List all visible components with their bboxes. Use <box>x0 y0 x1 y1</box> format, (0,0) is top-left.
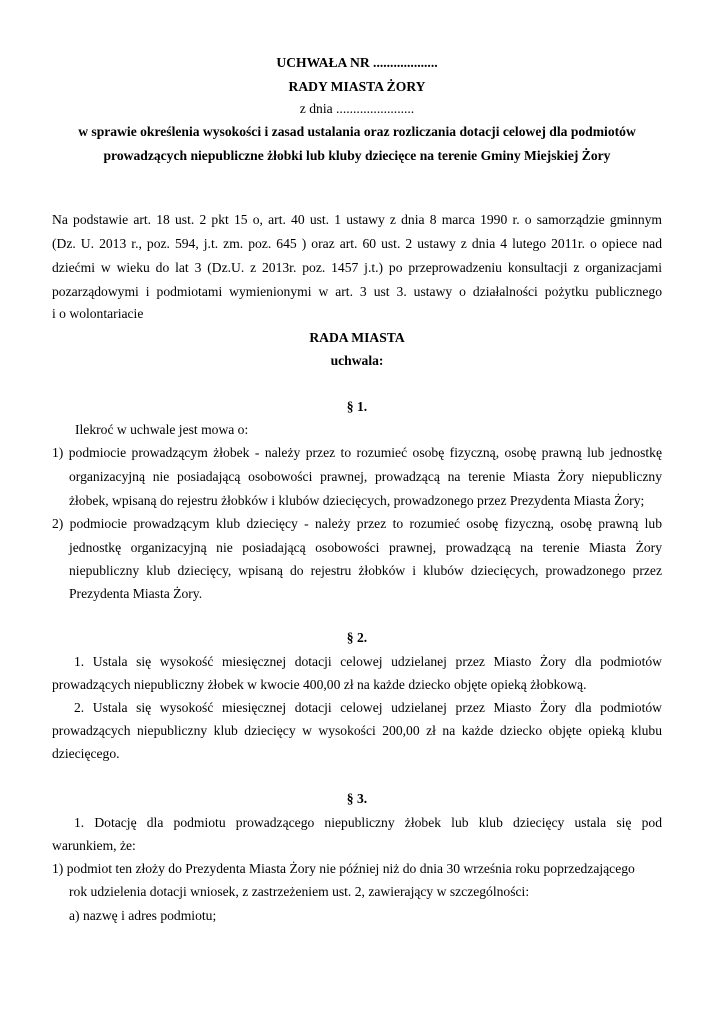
section-2-p2-line: prowadzących niepubliczny klub dziecięcy w wysokości 200,00 zł na każde dziecko objęte opieką klubu <box>52 723 662 738</box>
section-1-item-2-line: Prezydenta Miasta Żory. <box>69 586 203 601</box>
section-3-item-1-line: 1) podmiot ten złoży do Prezydenta Miasta Żory nie później niż do dnia 30 września roku poprzedzającego <box>52 861 635 876</box>
resolves-subheading: uchwala: <box>330 353 384 368</box>
preamble-line: pozarządowymi i podmiotami wymienionymi w art. 3 ust 3. ustawy o działalności pożytku publicznego <box>52 284 662 299</box>
resolves-heading: RADA MIASTA <box>309 330 405 345</box>
section-1-item-1-line: żłobek, wpisaną do rejestru żłobków i klubów dziecięcych, prowadzonego przez Prezydenta Miasta Żory; <box>69 493 645 508</box>
section-1-item-2-line: jednostkę organizacyjną nie posiadającą osobowości prawnej, prowadzącą na terenie Miasta Żory <box>69 540 662 555</box>
section-2-heading: § 2. <box>346 630 368 645</box>
section-2-p2-line: 2. Ustala się wysokość miesięcznej dotacji celowej udzielanej przez Miasto Żory dla podmiotów <box>74 700 662 715</box>
subject-line-2: prowadzących niepubliczne żłobki lub kluby dziecięce na terenie Gminy Miejskiej Żory <box>103 148 611 163</box>
preamble-line: i o wolontariacie <box>52 306 144 321</box>
section-3-p1-line: 1. Dotację dla podmiotu prowadzącego niepubliczny żłobek lub klub dziecięcy ustala się pod <box>74 815 662 830</box>
council-name: RADY MIASTA ŻORY <box>288 79 426 94</box>
preamble-line: (Dz. U. 2013 r., poz. 594, j.t. zm. poz. 645 ) oraz art. 60 ust. 2 ustawy z dnia 4 lutego 2011r. o opiece nad <box>52 236 662 251</box>
section-2-p1-line: prowadzących niepubliczny żłobek w kwocie 400,00 zł na każde dziecko objęte opieką żłobkową. <box>52 677 587 692</box>
section-1-item-1-line: organizacyjną nie posiadającą osobowości prawnej, prowadzącą na terenie Miasta Żory niepubliczny <box>69 469 662 484</box>
section-1-intro: Ilekroć w uchwale jest mowa o: <box>75 422 249 437</box>
section-1-heading: § 1. <box>346 399 368 414</box>
subject-line-1: w sprawie określenia wysokości i zasad ustalania oraz rozliczania dotacji celowej dla podmiotów <box>78 124 636 139</box>
section-3-item-1-line: rok udzielenia dotacji wniosek, z zastrzeżeniem ust. 2, zawierający w szczególności: <box>69 884 530 899</box>
section-2-p2-line: dziecięcego. <box>52 746 120 761</box>
preamble-line: Na podstawie art. 18 ust. 2 pkt 15 o, art. 40 ust. 1 ustawy z dnia 8 marca 1990 r. o samorządzie gminnym <box>52 212 662 227</box>
section-3-p1-line: warunkiem, że: <box>52 838 136 853</box>
resolution-date: z dnia ....................... <box>299 101 415 116</box>
section-3-item-a: a) nazwę i adres podmiotu; <box>69 908 217 923</box>
section-1-item-2-line: niepubliczny klub dziecięcy, wpisaną do rejestru żłobków i klubów dziecięcych, prowadzonego przez <box>69 563 662 578</box>
preamble-line: dziećmi w wieku do lat 3 (Dz.U. z 2013r. poz. 1457 j.t.) po przeprowadzeniu konsultacji z organizacjami <box>52 260 662 275</box>
section-1-item-1-line: 1) podmiocie prowadzącym żłobek - należy przez to rozumieć osobę fizyczną, osobę prawną lub jednostkę <box>52 445 662 460</box>
section-3-heading: § 3. <box>346 791 368 806</box>
section-1-item-2-line: 2) podmiocie prowadzącym klub dziecięcy - należy przez to rozumieć osobę fizyczną, osobę prawną lub <box>52 516 662 531</box>
resolution-title: UCHWAŁA NR ................... <box>276 55 438 70</box>
section-2-p1-line: 1. Ustala się wysokość miesięcznej dotacji celowej udzielanej przez Miasto Żory dla podmiotów <box>74 654 662 669</box>
